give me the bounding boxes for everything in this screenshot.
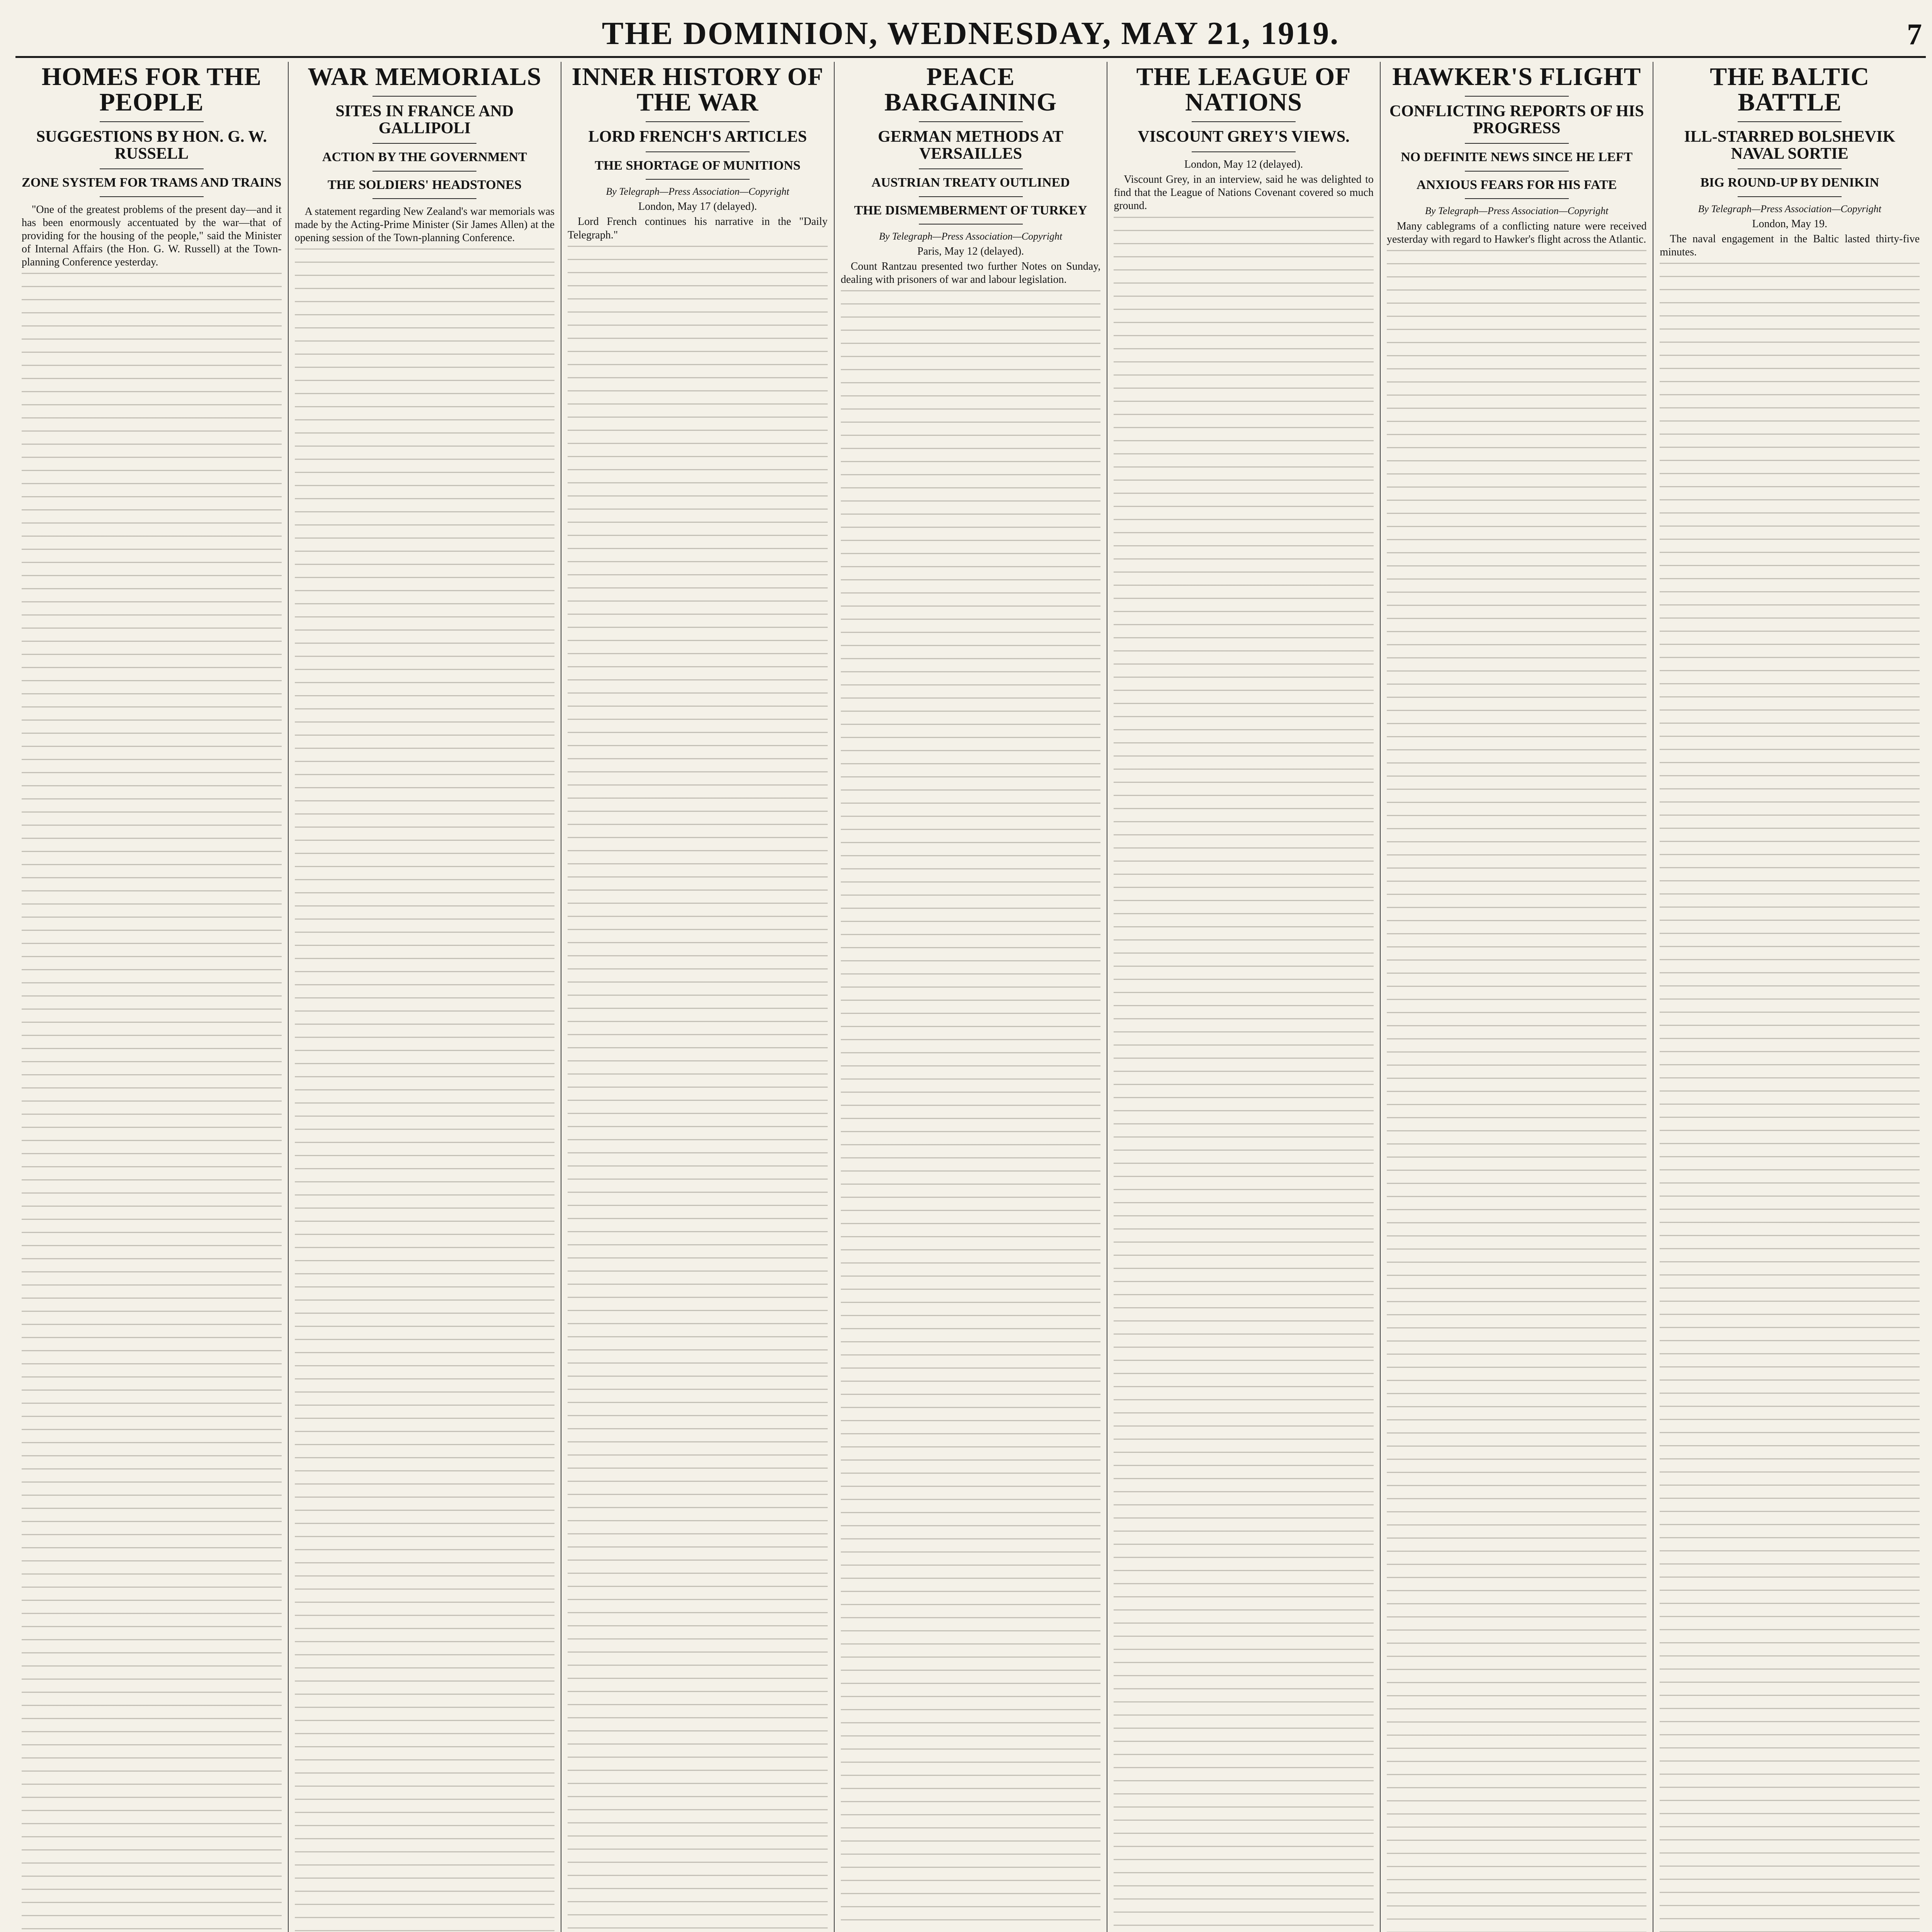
body-text-block — [1660, 263, 1920, 1932]
rule-divider — [646, 179, 750, 180]
rule-divider — [646, 121, 750, 122]
subheading: SITES IN FRANCE AND GALLIPOLI — [335, 102, 514, 138]
subheading: SUGGESTIONS BY HON. G. W. RUSSELL — [36, 128, 267, 163]
article-lead-paragraph: Many cablegrams of a conflicting nature were received yesterday with regard to Hawker's flight across the Atlantic. — [1386, 220, 1647, 246]
dateline: Paris, May 12 (delayed). — [917, 245, 1024, 257]
article-column — [1107, 62, 1381, 1932]
rule-divider — [372, 143, 476, 144]
byline: By Telegraph—Press Association—Copyright — [606, 186, 789, 197]
dateline: London, May 17 (delayed). — [638, 201, 757, 213]
subheading: BIG ROUND-UP BY DENIKIN — [1700, 175, 1879, 190]
body-text-block — [295, 248, 555, 1932]
headline: INNER HISTORY OF THE WAR — [571, 63, 824, 116]
headline: THE BALTIC BATTLE — [1710, 63, 1870, 116]
rule-divider — [1738, 196, 1842, 197]
byline: By Telegraph—Press Association—Copyright — [1698, 203, 1881, 214]
rule-divider — [1465, 143, 1569, 144]
rule-divider — [1465, 96, 1569, 97]
rule-divider — [100, 121, 204, 122]
subheading: LORD FRENCH'S ARTICLES — [588, 128, 807, 146]
rule-divider — [1465, 171, 1569, 172]
subheading: ZONE SYSTEM FOR TRAMS AND TRAINS — [22, 175, 282, 190]
subheading: VISCOUNT GREY'S VIEWS. — [1138, 128, 1350, 146]
headline: WAR MEMORIALS — [308, 63, 542, 91]
byline: By Telegraph—Press Association—Copyright — [879, 230, 1063, 242]
masthead — [15, 12, 1926, 58]
article-column — [1381, 62, 1654, 1932]
rule-divider — [1465, 198, 1569, 199]
rule-divider — [1738, 121, 1842, 122]
article-lead-paragraph: A statement regarding New Zealand's war memorials was made by the Acting-Prime Minister (Sir James Allen) at the opening session of the Town-planning Conference. — [294, 205, 555, 244]
byline: By Telegraph—Press Association—Copyright — [1425, 205, 1609, 216]
body-text-block — [568, 246, 828, 1932]
rule-divider — [919, 196, 1023, 197]
page-number: 7 — [1907, 17, 1922, 51]
subheading: THE SHORTAGE OF MUNITIONS — [595, 158, 801, 173]
body-text-block — [22, 273, 282, 1932]
rule-divider — [919, 168, 1023, 169]
headline: HOMES FOR THE PEOPLE — [41, 63, 262, 116]
subheading: ACTION BY THE GOVERNMENT — [322, 150, 527, 165]
newspaper-title: THE DOMINION, WEDNESDAY, MAY 21, 1919. — [602, 15, 1340, 51]
subheading: THE DISMEMBERMENT OF TURKEY — [854, 203, 1087, 218]
body-text-block — [841, 290, 1101, 1932]
rule-divider — [372, 198, 476, 199]
subheading: ANXIOUS FEARS FOR HIS FATE — [1417, 177, 1617, 192]
subheading: CONFLICTING REPORTS OF HIS PROGRESS — [1389, 102, 1644, 138]
subheading: NO DEFINITE NEWS SINCE HE LEFT — [1401, 150, 1633, 165]
body-text-block — [1114, 217, 1374, 1932]
subheading: ILL-STARRED BOLSHEVIK NAVAL SORTIE — [1684, 128, 1896, 163]
body-text-block — [1387, 250, 1647, 1932]
article-column — [289, 62, 562, 1932]
article-lead-paragraph: "One of the greatest problems of the present day—and it has been enormously accentuated by the war—that of providing for the housing of the people," said the Minister of Internal Affairs (the Hon. G. W. Russell) at the Town-planning Conference yesterday. — [22, 203, 282, 269]
subheading: AUSTRIAN TREATY OUTLINED — [871, 175, 1070, 190]
article-column — [835, 62, 1108, 1932]
rule-divider — [919, 121, 1023, 122]
article-lead-paragraph: Count Rantzau presented two further Notes on Sunday, dealing with prisoners of war and labour legislation. — [840, 260, 1101, 286]
rule-divider — [372, 96, 476, 97]
article-lead-paragraph: The naval engagement in the Baltic lasted thirty-five minutes. — [1660, 233, 1920, 258]
rule-divider — [100, 196, 204, 197]
rule-divider — [372, 171, 476, 172]
rule-divider — [100, 168, 204, 169]
subheading: THE SOLDIERS' HEADSTONES — [327, 177, 522, 192]
rule-divider — [1192, 121, 1296, 122]
dateline: London, May 12 (delayed). — [1184, 158, 1303, 171]
article-column — [561, 62, 835, 1932]
headline: PEACE BARGAINING — [884, 63, 1057, 116]
subheading: GERMAN METHODS AT VERSAILLES — [878, 128, 1063, 163]
headline: THE LEAGUE OF NATIONS — [1136, 63, 1351, 116]
article-lead-paragraph: Viscount Grey, in an interview, said he was delighted to find that the League of Nations Covenant covered so much ground. — [1114, 173, 1374, 212]
dateline: London, May 19. — [1752, 218, 1827, 230]
article-column — [1653, 62, 1926, 1932]
article-lead-paragraph: Lord French continues his narrative in the "Daily Telegraph." — [568, 216, 828, 241]
rule-divider — [646, 151, 750, 152]
rule-divider — [1192, 151, 1296, 152]
rule-divider — [1738, 168, 1842, 169]
article-columns — [15, 62, 1926, 1932]
headline: HAWKER'S FLIGHT — [1392, 63, 1641, 91]
article-column — [15, 62, 289, 1932]
